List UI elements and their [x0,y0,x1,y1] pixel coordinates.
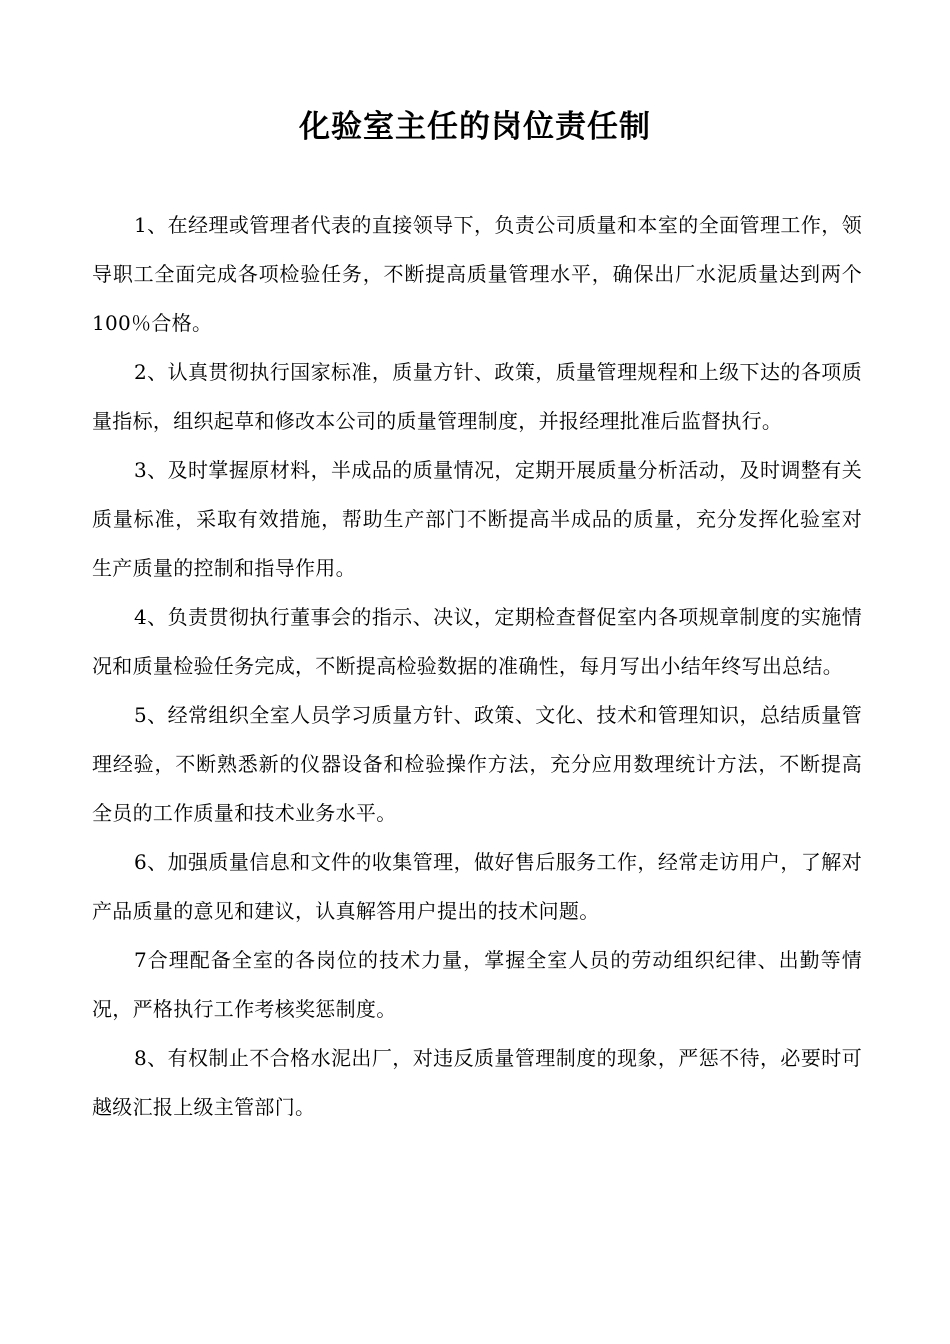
paragraph-5: 5、经常组织全室人员学习质量方针、政策、文化、技术和管理知识，总结质量管理经验，不断熟悉新的仪器设备和检验操作方法，充分应用数理统计方法，不断提高全员的工作质量和技术业务水平。 [92,703,862,825]
paragraph-8: 8、有权制止不合格水泥出厂，对违反质量管理制度的现象，严惩不待，必要时可越级汇报上级主管部门。 [92,1046,862,1119]
paragraph-1: 1、在经理或管理者代表的直接领导下，负责公司质量和本室的全面管理工作，领导职工全面完成各项检验任务，不断提高质量管理水平，确保出厂水泥质量达到两个100％合格。 [92,213,862,335]
paragraph-3: 3、及时掌握原材料，半成品的质量情况，定期开展质量分析活动，及时调整有关质量标准，采取有效措施，帮助生产部门不断提高半成品的质量，充分发挥化验室对生产质量的控制和指导作用。 [92,458,862,580]
document-title: 化验室主任的岗位责任制 [299,109,651,145]
paragraph-2: 2、认真贯彻执行国家标准，质量方针、政策，质量管理规程和上级下达的各项质量指标，组织起草和修改本公司的质量管理制度，并报经理批准后监督执行。 [92,360,862,433]
paragraph-7: 7合理配备全室的各岗位的技术力量，掌握全室人员的劳动组织纪律、出勤等情况，严格执行工作考核奖惩制度。 [92,948,862,1021]
paragraph-6: 6、加强质量信息和文件的收集管理，做好售后服务工作，经常走访用户，了解对产品质量的意见和建议，认真解答用户提出的技术问题。 [92,850,862,923]
paragraph-4: 4、负责贯彻执行董事会的指示、决议，定期检查督促室内各项规章制度的实施情况和质量检验任务完成，不断提高检验数据的准确性，每月写出小结年终写出总结。 [92,605,862,678]
document-body [92,201,862,1132]
